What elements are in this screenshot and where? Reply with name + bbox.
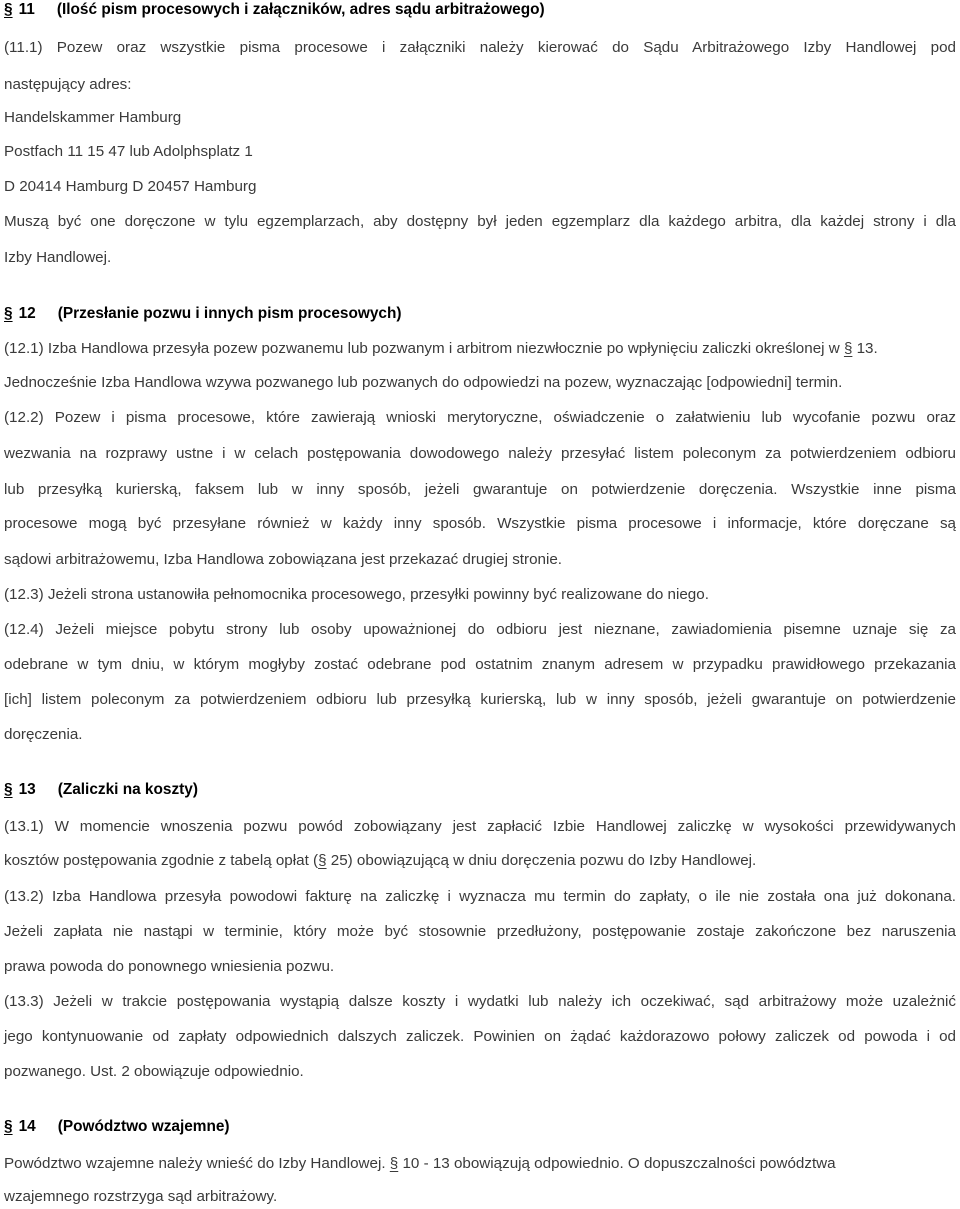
address-line: D 20414 Hamburg D 20457 Hamburg (4, 178, 257, 195)
paragraph-line: wezwania na rozprawy ustne i w celach postępowania dowodowego należy przesyłać listem poleconym za potwierdzeniem odbioru (4, 445, 956, 462)
paragraph-line: jego kontynuowanie od zapłaty odpowiednich dalszych zaliczek. Powinien on żądać każdorazowo połowy zaliczek od powoda i od (4, 1028, 956, 1045)
section-title: (Zaliczki na koszty) (57, 781, 198, 798)
paragraph-line: prawa powoda do ponownego wniesienia pozwu. (4, 958, 335, 975)
section-title: (Powództwo wzajemne) (57, 1118, 230, 1135)
paragraph-line: (13.3) Jeżeli w trakcie postępowania wystąpią dalsze koszty i wydatki lub należy ich oczekiwać, sąd arbitrażowy może uzależnić (4, 993, 956, 1010)
paragraph-line: Jeżeli zapłata nie nastąpi w terminie, który może być stosownie przedłużony, postępowanie zostaje zakończone bez naruszenia (4, 923, 956, 940)
address-line: Postfach 11 15 47 lub Adolphsplatz 1 (4, 143, 253, 160)
section-title: (Ilość pism procesowych i załączników, adres sądu arbitrażowego) (56, 1, 545, 18)
section-14-heading (4, 1118, 956, 1136)
section-13-heading (4, 781, 956, 799)
section-11-heading (4, 1, 956, 19)
section-number: 13 (18, 781, 36, 798)
paragraph-line: (12.1) Izba Handlowa przesyła pozew pozwanemu lub pozwanym i arbitrom niezwłocznie po wpłynięciu zaliczki określonej w § 13. (4, 340, 878, 357)
section-number: 14 (18, 1118, 36, 1135)
paragraph-line: sądowi arbitrażowemu, Izba Handlowa zobowiązana jest przekazać drugiej stronie. (4, 551, 563, 568)
paragraph-line: doręczenia. (4, 726, 83, 743)
section-symbol: § (4, 1, 13, 18)
paragraph-line: [ich] listem poleconym za potwierdzeniem odbioru lub przesyłką kurierską, lub w inny sposób, jeżeli gwarantuje on potwierdzenie (4, 691, 956, 708)
section-title: (Przesłanie pozwu i innych pism procesowych) (57, 305, 402, 322)
paragraph-line: odebrane w tym dniu, w którym mogłyby zostać odebrane pod ostatnim znanym adresem w przypadku prawidłowego przekazania (4, 656, 956, 673)
section-number: 11 (18, 1, 35, 18)
paragraph-line: pozwanego. Ust. 2 obowiązuje odpowiednio. (4, 1063, 304, 1080)
address-line: Handelskammer Hamburg (4, 109, 182, 126)
paragraph-line: wzajemnego rozstrzyga sąd arbitrażowy. (4, 1188, 278, 1205)
paragraph-line: (12.2) Pozew i pisma procesowe, które zawierają wnioski merytoryczne, oświadczenie o załatwieniu lub wycofanie pozwu oraz (4, 409, 956, 426)
paragraph-line: Powództwo wzajemne należy wnieść do Izby Handlowej. § 10 - 13 obowiązują odpowiednio. O dopuszczalności powództwa (4, 1155, 836, 1172)
section-12-heading (4, 305, 956, 323)
section-symbol: § (4, 305, 13, 322)
paragraph-line: procesowe mogą być przesyłane również w każdy inny sposób. Wszystkie pisma procesowe i informacje, które doręczane są (4, 515, 956, 532)
section-symbol: § (4, 781, 13, 798)
paragraph-line: Izby Handlowej. (4, 249, 112, 266)
paragraph-line: (13.2) Izba Handlowa przesyła powodowi fakturę na zaliczkę i wyznacza mu termin do zapłaty, o ile nie została ona już dokonana. (4, 888, 956, 905)
paragraph-line: (13.1) W momencie wnoszenia pozwu powód zobowiązany jest zapłacić Izbie Handlowej zaliczkę w wysokości przewidywanych (4, 818, 956, 835)
paragraph-line: Jednocześnie Izba Handlowa wzywa pozwanego lub pozwanych do odpowiedzi na pozew, wyznaczając [odpowiedni] termin. (4, 374, 843, 391)
paragraph-line: lub przesyłką kurierską, faksem lub w inny sposób, jeżeli gwarantuje on potwierdzenie doręczenia. Wszystkie inne pisma (4, 481, 956, 498)
section-reference-symbol: § (318, 852, 327, 869)
paragraph-line: (12.3) Jeżeli strona ustanowiła pełnomocnika procesowego, przesyłki powinny być realizowane do niego. (4, 586, 709, 603)
paragraph-line: (12.4) Jeżeli miejsce pobytu strony lub osoby upoważnionej do odbioru jest nieznane, zawiadomienia pisemne uznaje się za (4, 621, 956, 638)
section-reference-symbol: § (389, 1155, 399, 1172)
paragraph-line: Muszą być one doręczone w tylu egzemplarzach, aby dostępny był jeden egzemplarz dla każdego arbitra, dla każdej strony i dla (4, 213, 956, 230)
section-reference-symbol: § (843, 340, 853, 357)
section-number: 12 (18, 305, 36, 322)
section-symbol: § (4, 1118, 13, 1135)
paragraph-line: kosztów postępowania zgodnie z tabelą opłat (§ 25) obowiązującą w dniu doręczenia pozwu do Izby Handlowej. (4, 852, 757, 869)
paragraph-line: (11.1) Pozew oraz wszystkie pisma procesowe i załączniki należy kierować do Sądu Arbitrażowego Izby Handlowej pod (4, 39, 956, 56)
paragraph-line: następujący adres: (4, 76, 132, 93)
